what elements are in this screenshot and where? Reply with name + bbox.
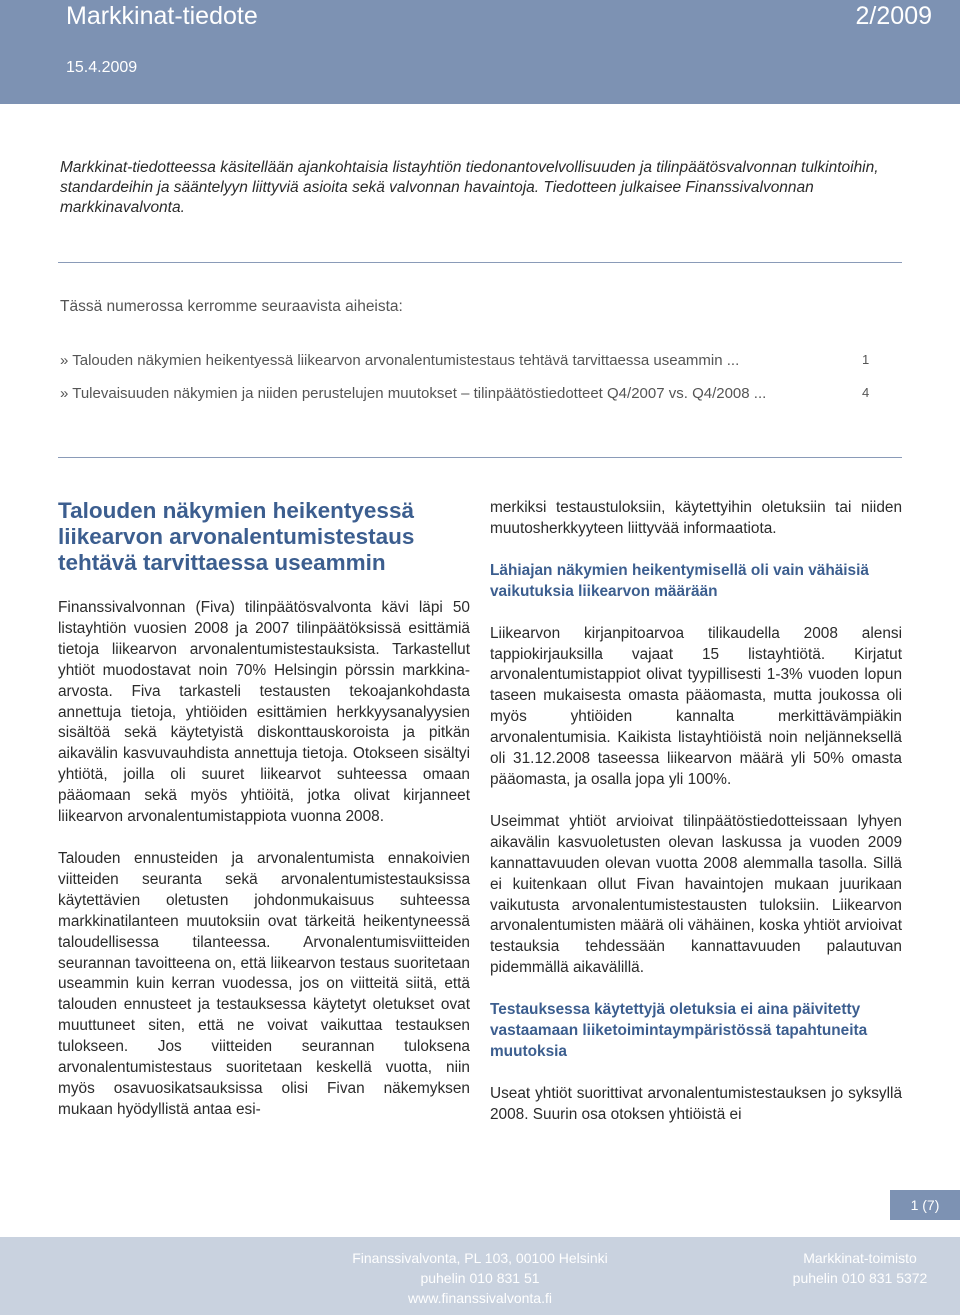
section-heading: Testauksessa käytettyjä oletuksia ei aina päivitetty vastaamaan liiketoimintaympäristössä tapahtuneita muutoksia: [490, 1001, 868, 1060]
article-title: Talouden näkymien heikentyessä liikearvon arvonalentumistestaus tehtävä tarvittaessa useammin: [58, 498, 415, 575]
footer-editor-phone: puhelin 010 831 5372: [792, 1270, 928, 1286]
top-divider: [58, 262, 902, 263]
toc-page-number: 1: [862, 352, 870, 367]
page-number-badge: 1 (7): [890, 1190, 960, 1220]
article-paragraph: Useimmat yhtiöt arvioivat tilinpäätöstiedotteissaan lyhyen aikavälin kasvuoletusten olevan laskussa ja vuoden 2009 kannattavuuden olevan vuotta 2008 alemmalla tasolla. Sillä ei kuitenkaan ollut Fivan havaintojen mukaan juurikaan vaikutusta arvonalentumistestausten tuloksiin. Liikearvon arvonalentumisten määrä oli vähäinen, koska yhtiöt arvioivat testauksia tehdessään kannattavuuden palautuvan pidemmällä aikavälillä.: [490, 812, 902, 977]
footer-address: Finanssivalvonta, PL 103, 00100 Helsinki: [352, 1250, 608, 1266]
right-column: [490, 498, 902, 1147]
newsletter-title: Markkinat-tiedote: [66, 2, 258, 30]
toc-item[interactable]: » Talouden näkymien heikentyessä liikearvon arvonalentumistestaus tehtävä tarvittaessa useammin ...: [60, 352, 740, 369]
article-paragraph: merkiksi testaustuloksiin, käytettyihin oletuksiin tai niiden muutosherkkyyteen liittyvää informaatiota.: [490, 499, 902, 537]
footer-phone: puhelin 010 831 51: [420, 1270, 540, 1286]
footer-editor-name: Markkinat-toimisto: [803, 1250, 917, 1266]
footer-editor: [770, 1248, 950, 1288]
article-paragraph: Talouden ennusteiden ja arvonalentumista ennakoivien viitteiden seuranta sekä arvonalentumistestauksissa käytettävien oletusten johdonmukaisuus suhteessa markkinatilanteen muutoksiin ovat tärkeitä heikentyneessä taloudellisessa tilanteessa. Arvonalentumisviitteiden seurannan tavoitteena on, että liikearvon testaus suoritetaan useammin kuin kerran vuodessa, jos on viitteitä siitä, että talouden ennusteet ja testauksessa käytetyt oletukset ovat muuttuneet siten, että ne voivat vaikuttaa testauksen tulokseen. Jos viitteiden seurannan tuloksena arvonalentumistestaus suoritetaan keskellä vuotta, niin myös osavuosikatsauksissa olisi Fivan näkemyksen mukaan hyödyllistä antaa esi-: [58, 849, 470, 1118]
bottom-divider: [58, 457, 902, 458]
section-heading: Lähiajan näkymien heikentymisellä oli vain vähäisiä vaikutuksia liikearvon määrään: [490, 561, 869, 600]
toc-page-number: 4: [862, 385, 870, 400]
header-band: [0, 0, 960, 104]
article-paragraph: Finanssivalvonnan (Fiva) tilinpäätösvalvonta kävi läpi 50 listayhtiön vuosien 2008 ja 2007 tilinpäätöksissä esittämiä tietoja liikearvon arvonalentumistestauksista. Tarkastellut yhtiöt muodostavat noin 70% Helsingin pörssin markkina-arvosta. Fiva tarkasteli testausten tekoajankohdasta annettuja tietoja, yhtiöiden esittämien herkkyysanalyysien sisältöä sekä käytetyistä diskonttauskoroista ja pitkän aikavälin kasvuvauhdista annettuja tietoja. Otokseen sisältyi yhtiötä, joilla oli suuret liikearvot suhteessa omaan pääomaan sekä myös yhtiöitä, jotka olivat kirjanneet liikearvon arvonalentumistappiota vuonna 2008.: [58, 599, 470, 826]
footer-website-link[interactable]: www.finanssivalvonta.fi: [408, 1290, 552, 1306]
article-paragraph: Liikearvon kirjanpitoarvoa tilikaudella 2008 alensi tappiokirjauksilla vajaat 15 listayhtiötä. Kirjatut arvonalentumistappiot olivat tyypillisesti 1-3% vuoden lopun taseen mukaisesta omasta pääomasta, mutta joukossa oli myös yhtiöiden kannalta merkittävämpiäkin arvonalentumisia. Kaikista listayhtiöistä noin neljänneksellä oli 31.12.2008 taseessa liikearvon määrä yli 50% omasta pääomasta, ja osalla jopa yli 100%.: [490, 624, 902, 788]
issue-date: 15.4.2009: [66, 59, 138, 76]
issue-number: 2/2009: [855, 2, 932, 30]
toc-item[interactable]: » Tulevaisuuden näkymien ja niiden perustelujen muutokset – tilinpäätöstiedotteet Q4/2007 vs. Q4/2008 ...: [60, 385, 767, 402]
toc-heading: Tässä numerossa kerromme seuraavista aiheista:: [60, 298, 403, 315]
footer-contact: [300, 1248, 660, 1308]
left-column: [58, 498, 470, 1142]
article-paragraph: Useat yhtiöt suorittivat arvonalentumistestauksen jo syksyllä 2008. Suurin osa otoksen yhtiöistä ei: [490, 1084, 902, 1123]
intro-text: Markkinat-tiedotteessa käsitellään ajankohtaisia listayhtiön tiedonantovelvollisuuden ja tilinpäätösvalvonnan tulkintoihin, standardeihin ja sääntelyyn liittyviä asioita sekä valvonnan havaintoja. Tiedotteen julkaisee Finanssivalvonnan markkinavalvonta.: [60, 159, 879, 216]
